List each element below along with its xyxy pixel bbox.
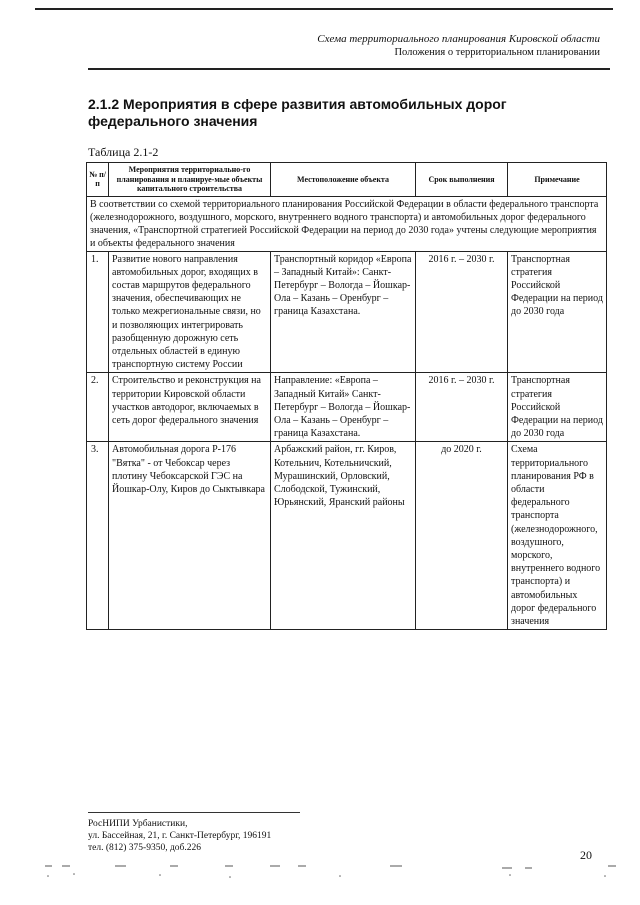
- column-header-note: Примечание: [508, 163, 607, 197]
- section-title: 2.1.2 Мероприятия в сфере развития автомобильных дорог федерального значения: [88, 96, 507, 129]
- footer-org: РосНИПИ Урбанистики,: [88, 819, 188, 829]
- measures-table: [86, 162, 607, 630]
- row-number: 3.: [87, 442, 109, 630]
- table-row: [87, 373, 607, 442]
- header-rule: [88, 68, 610, 70]
- table-caption: Таблица 2.1-2: [88, 145, 159, 159]
- table-row: [87, 442, 607, 630]
- table-intro-row: [87, 196, 607, 251]
- row-term: до 2020 г.: [416, 442, 508, 630]
- column-header-number: № п/п: [87, 163, 109, 197]
- row-term: 2016 г. – 2030 г.: [416, 373, 508, 442]
- footer-rule: [88, 812, 300, 813]
- row-measure: Автомобильная дорога Р-176 "Вятка" - от Чебоксар через плотину Чебоксарской ГЭС на Йошкар-Олу, Киров до Сыктывкара: [109, 442, 271, 630]
- footer-address: ул. Бассейная, 21, г. Санкт-Петербург, 196191: [88, 831, 272, 841]
- page-number: 20: [580, 848, 592, 862]
- column-header-term: Срок выполнения: [416, 163, 508, 197]
- row-note: Транспортная стратегия Российской Федерации на период до 2030 года: [508, 373, 607, 442]
- document-header-title: Схема территориального планирования Кировской области: [317, 33, 600, 45]
- row-note: Схема территориального планирования РФ в области федерального транспорта (железнодорожного, воздушного, морского, внутреннего водного транспорта) и автомобильных дорог федерального значения: [508, 442, 607, 630]
- row-number: 2.: [87, 373, 109, 442]
- table-intro-text: В соответствии со схемой территориального планирования Российской Федерации в области федерального транспорта (железнодорожного, воздушного, морского, внутреннего водного транспорта) и автомобильных дорог федерального значения, «Транспортной стратегией Российской Федерации на период до 2030 года» учтены следующие мероприятия и объекты федерального значения: [87, 196, 607, 251]
- row-term: 2016 г. – 2030 г.: [416, 251, 508, 373]
- row-measure: Строительство и реконструкция на территории Кировской области участков автодорог, включаемых в сеть дорог федерального значения: [109, 373, 271, 442]
- row-location: Направление: «Европа – Западный Китай» Санкт-Петербург – Вологда – Йошкар-Ола – Казань – Оренбург – граница Казахстана.: [271, 373, 416, 442]
- row-location: Арбажский район, гг. Киров, Котельнич, Котельничский, Мурашинский, Орловский, Слободской, Тужинский, Юрьянский, Яранский районы: [271, 442, 416, 630]
- footer-phone: тел. (812) 375-9350, доб.226: [88, 843, 202, 853]
- row-location: Транспортный коридор «Европа – Западный Китай»: Санкт-Петербург – Вологда – Йошкар-Ола – Казань – Оренбург – граница Казахстана.: [271, 251, 416, 373]
- top-rule: [35, 8, 613, 10]
- row-number: 1.: [87, 251, 109, 373]
- scan-artifacts: [40, 862, 620, 882]
- document-header-subtitle: Положения о территориальном планировании: [394, 47, 600, 58]
- row-measure: Развитие нового направления автомобильных дорог, входящих в состав маршрутов федерального значения, обеспечивающих не только межрегиональные связи, но и позволяющих интегрировать разобщенную дорожную сеть отдельных областей в единую транспортную систему России: [109, 251, 271, 373]
- column-header-measure: Мероприятия территориально-го планирования и планируе-мые объекты капитального строительства: [109, 163, 271, 197]
- table-row: [87, 251, 607, 373]
- table-header-row: [87, 163, 607, 197]
- column-header-location: Местоположение объекта: [271, 163, 416, 197]
- row-note: Транспортная стратегия Российской Федерации на период до 2030 года: [508, 251, 607, 373]
